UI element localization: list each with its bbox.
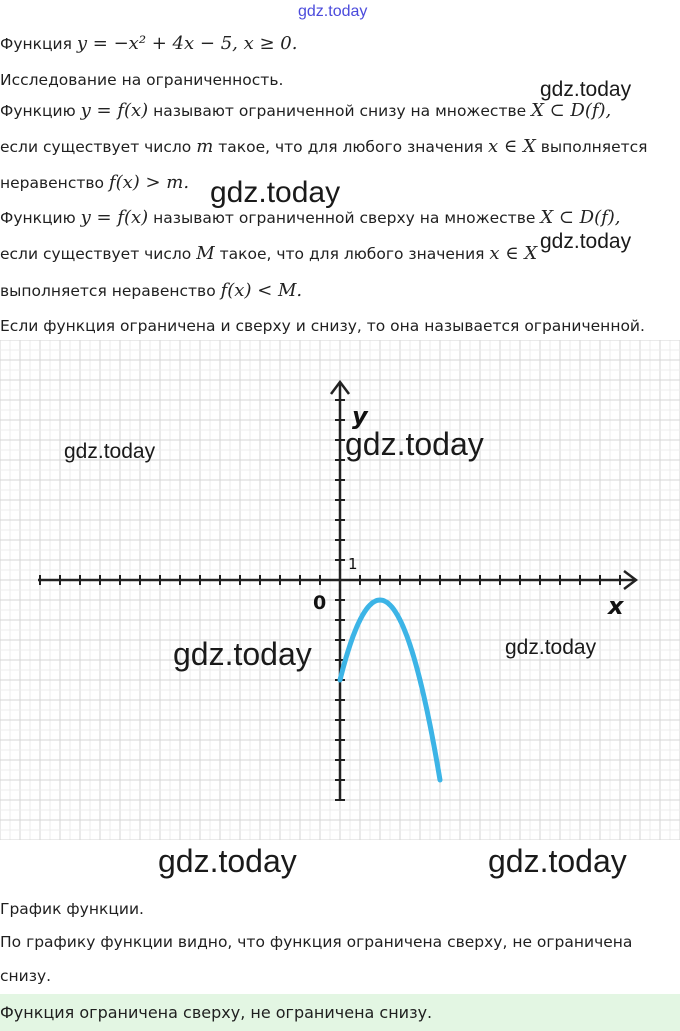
text-segment: Функцию	[0, 102, 81, 120]
formula: y = −x² + 4x − 5, x ≥ 0.	[76, 33, 298, 54]
definition-upper-line-1	[0, 208, 621, 228]
text-segment: если существует число	[0, 245, 197, 263]
conclusion-text: Функция ограничена сверху, не ограничена снизу.	[0, 1003, 433, 1022]
watermark: gdz.today	[345, 426, 484, 462]
formula: M	[196, 243, 215, 264]
function-graph	[0, 340, 680, 840]
formula: y = f(x)	[80, 207, 149, 228]
formula: f(x) < M.	[220, 280, 303, 301]
y-axis-label: y	[352, 402, 368, 430]
text-segment: неравенство	[0, 174, 109, 192]
formula: X ⊂ D(f),	[540, 207, 621, 228]
section-heading: Исследование на ограниченность.	[0, 71, 284, 89]
watermark-top: gdz.today	[298, 3, 368, 20]
graph-caption: График функции.	[0, 900, 144, 918]
text-segment: выполняется неравенство	[0, 282, 221, 300]
watermark: gdz.today	[158, 843, 297, 879]
text-segment: называют ограниченной сверху на множестве	[148, 209, 541, 227]
text-segment: Функция	[0, 35, 77, 53]
definition-upper-line-2	[0, 244, 537, 264]
watermark: gdz.today	[540, 230, 632, 253]
watermark: gdz.today	[210, 176, 341, 209]
text-segment: такое, что для любого значения	[214, 245, 490, 263]
formula: x ∈ X	[488, 136, 536, 157]
unit-label: 1	[348, 555, 358, 573]
formula: y = f(x)	[80, 100, 149, 121]
definition-lower-line-2	[0, 137, 647, 157]
watermark: gdz.today	[173, 636, 312, 672]
x-axis-label: x	[608, 592, 624, 620]
watermark: gdz.today	[540, 78, 632, 101]
analysis-line-2: снизу.	[0, 967, 52, 985]
definition-upper-line-3	[0, 281, 302, 301]
text-segment: выполняется	[535, 138, 648, 156]
text-segment: такое, что для любого значения	[213, 138, 489, 156]
text-segment: Функцию	[0, 209, 81, 227]
conclusion-box	[0, 994, 680, 1031]
formula: X ⊂ D(f),	[531, 100, 612, 121]
watermark: gdz.today	[64, 440, 156, 463]
text-segment: если существует число	[0, 138, 197, 156]
watermark: gdz.today	[505, 636, 597, 659]
formula: f(x) > m.	[108, 172, 190, 193]
bounded-definition: Если функция ограничена и сверху и снизу, то она называется ограниченной.	[0, 317, 645, 335]
analysis-line-1: По графику функции видно, что функция ограничена сверху, не ограничена	[0, 933, 633, 951]
definition-lower-line-3	[0, 173, 189, 193]
text-segment: называют ограниченной снизу на множестве	[148, 102, 532, 120]
definition-lower-line-1	[0, 101, 611, 121]
origin-label: 0	[313, 592, 327, 614]
formula: x ∈ X	[489, 243, 538, 264]
formula: m	[196, 136, 214, 157]
watermark: gdz.today	[488, 843, 627, 879]
function-definition	[0, 34, 297, 54]
